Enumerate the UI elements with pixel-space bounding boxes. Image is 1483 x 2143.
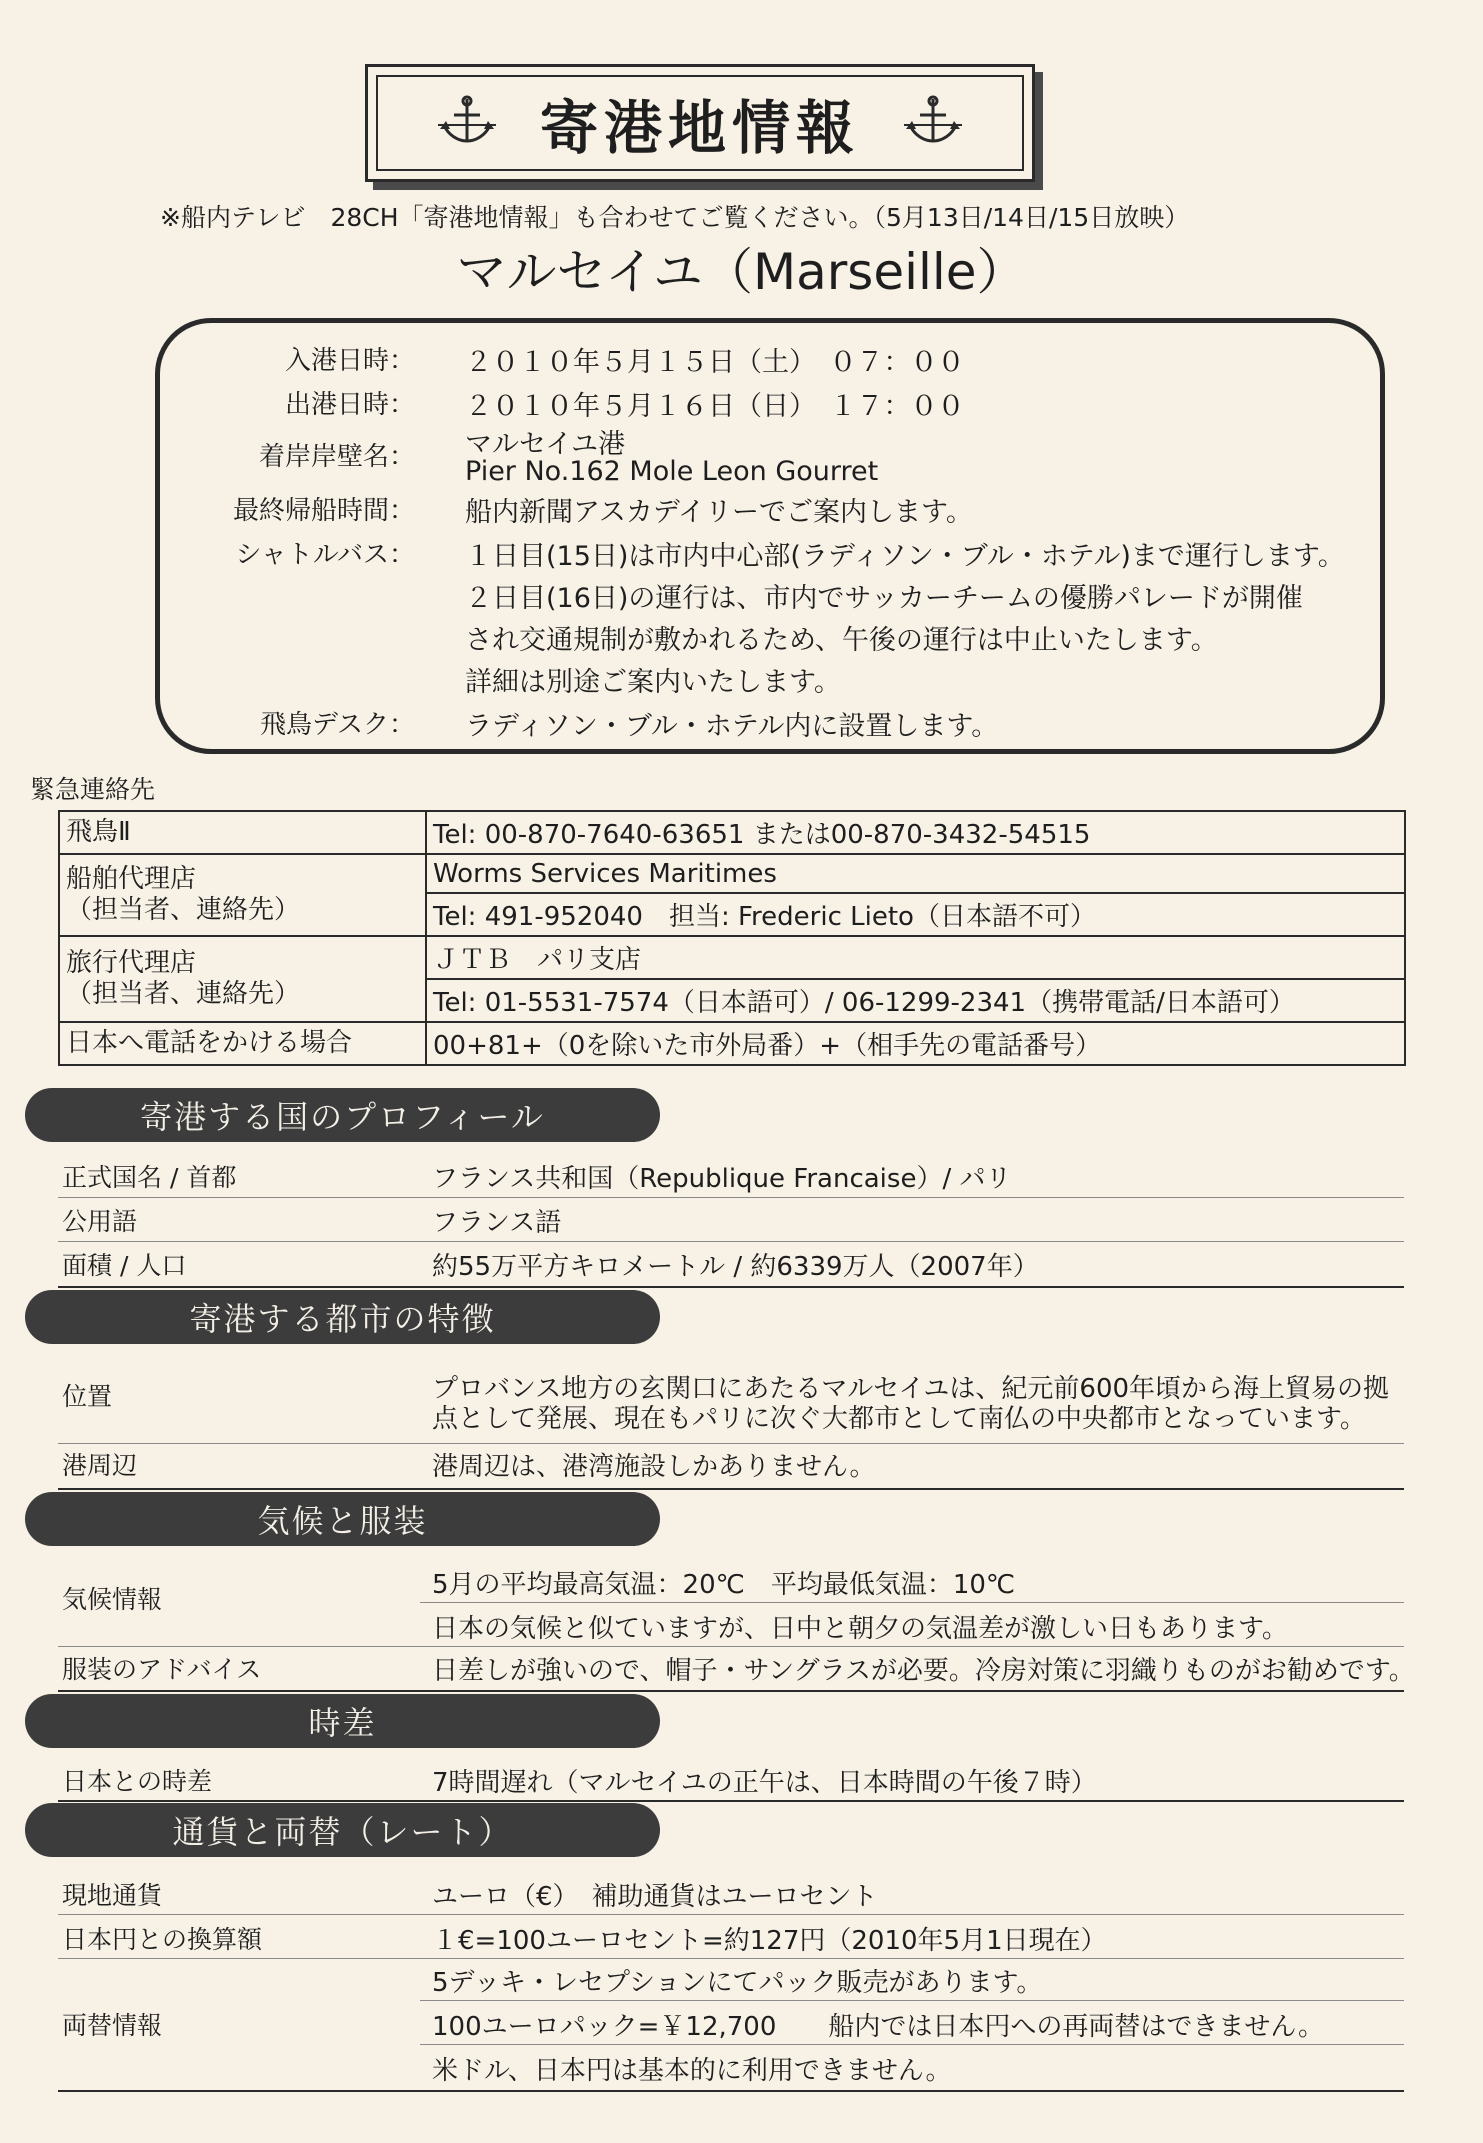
table-row [59,854,1405,893]
asuka-label: 飛鳥Ⅱ [59,811,426,854]
time-difference-heading: 時差 [25,1694,660,1748]
country-name-value: フランス共和国（Republique Francaise）/ パリ [432,1164,1012,1194]
divider [58,1958,1404,1959]
exchange-rate-value: １€=100ユーロセント=約127円（2010年5月1日現在） [432,1926,1107,1956]
divider [58,1488,1404,1490]
divider [420,2044,1404,2045]
exchange-info-line-1: 5デッキ・レセプションにてパック販売があります。 [432,1968,1043,1998]
table-row [59,811,1405,854]
shuttle-line-3: され交通規制が敷かれるため、午後の運行は中止いたします。 [465,625,1218,656]
emergency-contact-table [58,810,1406,1066]
climate-info-line-2: 日本の気候と似ていますが、日中と朝夕の気温差が激しい日もあります。 [432,1614,1288,1644]
table-row [59,1022,1405,1065]
ship-agent-tel: Tel: 491-952040 担当: Frederic Lieto（日本語不可） [426,893,1405,936]
exchange-info-line-3: 米ドル、日本円は基本的に利用できません。 [432,2056,952,2086]
call-japan-label: 日本へ電話をかける場合 [59,1022,426,1065]
anchor-icon [902,95,964,151]
arrival-value: ２０１０年５月１５日（土） ０７：００ [465,347,965,378]
divider [58,1646,1404,1647]
local-currency-label: 現地通貨 [62,1881,163,1910]
title-banner [365,64,1035,182]
currency-heading: 通貨と両替（レート） [25,1803,660,1857]
departure-label: 出港日時： [284,390,415,420]
desk-value: ラディソン・ブル・ホテル内に設置します。 [465,711,999,742]
dress-advice-label: 服装のアドバイス [62,1655,262,1684]
port-area-value: 港周辺は、港湾施設しかありません。 [432,1452,876,1482]
call-japan-value: 00+81+（0を除いた市外局番）+（相手先の電話番号） [426,1022,1405,1065]
area-population-label: 面積 / 人口 [62,1251,187,1280]
city-title: マルセイユ（Marseille） [456,243,1027,301]
final-return-label: 最終帰船時間： [232,496,415,526]
time-difference-label: 日本との時差 [62,1767,213,1796]
exchange-info-label: 両替情報 [62,2011,163,2040]
travel-agent-label: 旅行代理店 （担当者、連絡先） [59,936,426,1022]
language-label: 公用語 [62,1207,138,1236]
travel-agent-name: ＪＴＢ パリ支店 [426,936,1405,979]
banner-title: 寄港地情報 [539,94,860,162]
dress-advice-value: 日差しが強いので、帽子・サングラスが必要。冷房対策に羽織りものがお勧めです。 [432,1656,1415,1686]
shuttle-line-1: １日目(15日)は市内中心部(ラディソン・ブル・ホテル)まで運行します。 [465,541,1345,572]
table-row [59,936,1405,979]
shuttle-label: シャトルバス： [235,540,415,570]
anchor-icon [436,95,498,151]
location-line-2: 点として発展、現在もパリに次ぐ大都市として南仏の中央都市となっています。 [432,1404,1366,1434]
departure-value: ２０１０年５月１６日（日） １７：００ [465,391,965,422]
country-name-label: 正式国名 / 首都 [62,1163,237,1192]
area-population-value: 約55万平方キロメートル / 約6339万人（2007年） [432,1252,1039,1282]
divider [58,1800,1404,1802]
city-features-heading: 寄港する都市の特徴 [25,1290,660,1344]
location-label: 位置 [62,1382,113,1411]
divider [58,1241,1404,1242]
ship-agent-name: Worms Services Maritimes [426,854,1405,893]
port-area-label: 港周辺 [62,1451,138,1480]
location-line-1: プロバンス地方の玄関口にあたるマルセイユは、紀元前600年頃から海上貿易の拠 [432,1374,1390,1404]
exchange-rate-label: 日本円との換算額 [62,1925,263,1954]
emergency-heading: 緊急連絡先 [30,775,156,804]
shuttle-line-4: 詳細は別途ご案内いたします。 [465,667,841,698]
divider [58,1690,1404,1692]
climate-info-label: 気候情報 [62,1585,163,1614]
exchange-info-line-2: 100ユーロパック=￥12,700 船内では日本円への再両替はできません。 [432,2012,1324,2042]
profile-heading: 寄港する国のプロフィール [25,1088,660,1142]
tv-notice: ※船内テレビ 28CH「寄港地情報」も合わせてご覧ください。（5月13日/14日/15日放映） [160,203,1190,232]
divider [58,1197,1404,1198]
travel-agent-tel: Tel: 01-5531-7574（日本語可）/ 06-1299-2341（携帯電話/日本語可） [426,979,1405,1022]
shuttle-line-2: ２日目(16日)の運行は、市内でサッカーチームの優勝パレードが開催 [465,583,1303,614]
language-value: フランス語 [432,1208,562,1238]
arrival-label: 入港日時： [284,346,415,376]
divider [58,1286,1404,1288]
divider [420,2000,1404,2001]
ship-agent-label: 船舶代理店 （担当者、連絡先） [59,854,426,936]
berth-value-pier: Pier No.162 Mole Leon Gourret [465,456,879,487]
time-difference-value: 7時間遅れ（マルセイユの正午は、日本時間の午後７時） [432,1768,1097,1798]
berth-label: 着岸岸壁名： [258,442,415,472]
climate-info-line-1: 5月の平均最高気温：20℃ 平均最低気温：10℃ [432,1570,1016,1600]
climate-heading: 気候と服装 [25,1492,660,1546]
local-currency-value: ユーロ（€） 補助通貨はユーロセント [432,1882,878,1912]
divider [420,1602,1404,1603]
divider [58,1443,1404,1444]
berth-value-port: マルセイユ港 [465,429,626,460]
divider [58,2090,1404,2092]
divider [58,1914,1404,1915]
desk-label: 飛鳥デスク： [260,710,415,740]
asuka-tel: Tel: 00-870-7640-63651 または00-870-3432-54515 [426,811,1405,854]
final-return-value: 船内新聞アスカデイリーでご案内します。 [465,497,973,528]
